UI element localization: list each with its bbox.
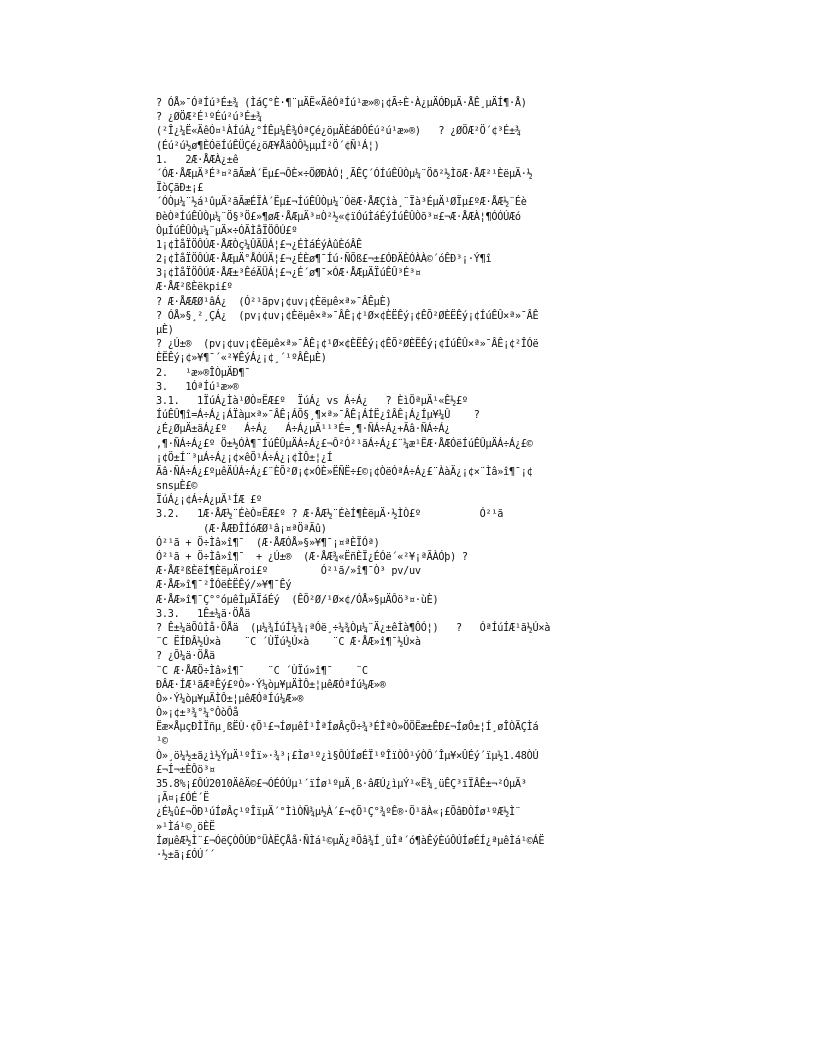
text-line: Æ·ÅÆ»î¶¯²ÎÓëÈËÊý/»¥¶¯Êý [156,580,292,592]
text-line: ÈËÊý¡¢»¥¶¯´«²¥ÊýÁ¿¡¢¸´¹ºÂÊµÈ) [156,353,327,365]
text-line: ·½±ã¡£ÓÚ´´ [156,849,215,861]
text-line: 3.1. 1ÏúÁ¿Ìà¹ØÒ¤ËÆ£º ÏúÁ¿ vs Á÷Á¿ ? ÈìÖªµÄ¹«Ê½£º [156,395,468,407]
text-line: ? ÓÅ»§¸²¸ÇÁ¿ (pv¡¢uv¡¢Èëµê×ª»¯ÂÊ¡¢¹Ø×¢ÈËÊý¡¢ÊÕ²ØÈËÊý¡¢ÍúÊÛ×ª»¯ÂÊ [156,310,539,322]
text-line: ,¶·ÑÁ÷Á¿£º Ö±½ÓÀ¶¯ÍúÊÛµÄÁ÷Á¿£¬Ô²Ó²¹ãÁ÷Á¿£¨¼æ¹ËÆ·ÅÆÓëÍúÊÛµÄÁ÷Á¿£© [156,438,533,450]
text-line: (Æ·ÅÆÐÎÍóÆØ¹â¡¤ªÖªÃû) [156,523,327,535]
text-line: ÍøµêÆ½Ì¨£¬ÓëÇÒÔÚÐ°ÜÀËÇÅå·ÑÌá¹©µÄ¿ªÕâ¾Í¸üÎª´ó¶àÊýÈúÔÚÍøÉÍ¿ªµêÌá¹©ÁË [156,835,545,847]
text-line: 3¡¢ÌåÏÖÔÚÆ·ÅÆ±³ÊéÄÜÁ¦£¬¿É´ø¶¯×ÓÆ·ÅÆµÄÏúÊÛ³É³¤ [156,268,421,280]
text-line: Ó²¹ã + Ö÷Ìâ»î¶¯ (Æ·ÅÆÓÅ»§»¥¶¯¡¤ªÈÏÓª) [156,537,380,549]
text-line: ? Ê±¼äÕûÌå·ÖÅä (µ¼¾ÍúÍ¼¾¡ªÓë¸÷¼¾Òµ¼¨Ä¿±êÌà¶ÔÓ¦) ? ÓªÍúÍÆ¹ã½Ú×à [156,622,551,634]
document-body [156,97,756,863]
text-line: Æ·ÅÆ»î¶¯Ç°°óµêÌµÄÏáÉý (ÊÕ²Ø/¹Ø×¢/ÓÅ»§µÄÔö³¤·ùÈ) [156,594,439,606]
text-line: (Éú²ú½ø¶ÈÓëÍúÊÜÇé¿öÆ¥ÅäÒÔ½µµÍ²Ö´¢Ñ¹Á¦) [156,140,380,152]
text-line: ÍúÊÛ¶î=Á÷Á¿¡ÁÏàµ×ª»¯ÂÊ¡ÁÕ§¸¶×ª»¯ÂÊ¡ÁÍË¿îÂÊ¡Á¿Íµ¥¼Û ? [156,410,480,422]
text-line: snsµÈ£© [156,481,198,493]
text-line: ? ¿Õ¼ä·ÖÅä [156,651,215,663]
text-line: £¬Í¬±ÈÔö³¤ [156,764,215,776]
text-line: (²Î¿¼Ë«ÄêÓ¤¹ÀÍúÀ¿°ÍÊµ¼Ê¾ÓªÇé¿öµÄÈáÐÔÉú²ú¹æ»®) ? ¿ØÖÆ²Ö´¢³É±¾ [156,126,521,138]
text-line: Æ·ÅÆ²ßÈëkpi£º [156,282,233,294]
text-line: 35.8%¡£ÔÚ2010ÄêÄ©£¬ÓÉÓÚµ¹´ïÍø¹ºµÄ¸ß·âÆÚ¿ìµÝ¹«Ë¾¸üÊÇ³ïÏÂÊ±¬²ÓµÄ³ [156,779,527,790]
text-line: 1. 2Æ·ÅÆÀ¿±ê [156,154,239,166]
text-line: Ó²¹ã + Ö÷Ìâ»î¶¯ + ¿Ú±® (Æ·ÅÆ¾«ËñÈÏ¿ÉÓë´«²¥¡ªÃÀÓþ) ? [156,552,468,563]
text-line: 2¡¢ÌåÏÖÔÚÆ·ÅÆµÄ°ÅÓÚÄ¦£¬¿ÉÈø¶¯Íú·ÑÕß£¬±£ÓÐÄÈÓÀÀ©´óÊÐ³¡·Ý¶î [156,254,492,266]
text-line: Ãâ·ÑÁ÷Á¿£ºµêÄÚÁ÷Á¿£¨ÈÕ²Ø¡¢×ÓÈ»ËÑË÷£©¡¢ÒëÓªÁ÷Á¿£¨ÀàÄ¿¡¢×¨Ìâ»î¶¯¡¢ [156,466,533,478]
text-line: ÒµÍúÊÛÒµ¼¨µÄ×÷ÓÃÌåÏÖÔÚ£º [156,225,298,237]
text-line: ´ÓÆ·ÅÆµÄ³É³¤²ãÃæÀ´Ëµ£¬ÔÈ×÷ÖØÐÀÓ¦¸ÃÊÇ´ÓÍúÊÛÒµ¼¨Öð²½ÌõÆ·ÅÆ²¹ÈëµÄ·½ [156,168,533,180]
text-line: ? ÓÅ»¯ÓªÍú³É±¾ (ÌáÇ°È·¶¨µÄË«ÄêÓªÍú¹æ»®¡¢Ã÷È·À¿µÄÓÐµÄ·ÅÊ¸µÄÍ¶·Å) [156,98,527,109]
text-line: Ò»·Ý¼òµ¥µÄÌÔ±¦µêÆÓªÍú¼Æ»® [156,693,304,705]
text-line: µÈ) [156,325,174,336]
text-line: ÐÂÆ·ÍÆ¹ãÆªÊý£ºÒ»·Ý¼òµ¥µÄÌÔ±¦µêÆÓªÍú¼Æ»® [156,679,386,691]
text-line: 3.3. 1Ê±¼ä·ÖÅä [156,608,251,620]
text-line: 3. 1ÓªÍú¹æ»® [156,381,239,393]
text-line: ¡Ã¤¡£ÓÉ´Ë [156,793,209,805]
text-line: ? ¿ØÖÆ²É¹ºÉú²ú³É±¾ [156,112,262,124]
text-line: Ò»¸ö¼½±ã¿ì½ÝµÄ¹ºÎï»·¾³¡£Ìø¹º¿ì§ÔÚÍøÉÏ¹ºÎïÒÔ¹ýÒÔ´Îµ¥×ÛÉý´ïµ½1.48ÒÚ [156,750,539,762]
text-line: ¹© [156,736,168,748]
text-line: ¨C ËÍÐÂ½Ú×à ¨C ´ÙÏú½Ú×à ¨C Æ·ÅÆ»î¶¯½Ú×à [156,637,421,649]
text-line: ¡¢Ö±Í¨³µÁ÷Á¿¡¢×êÕ¹Á÷Á¿¡¢ÌÔ±¦¿Í [156,452,333,464]
text-line: Ëæ×ÅµçÐÌÏñµ¸ßËÙ·¢Õ¹£¬ÍøµêÍ¹ÎªÍøÂçÖ÷¾³ÉÎªÒ»ÖÖËæ±ÊÐ£¬ÍøÔ±¦Í¸øÎÒÃÇÌá [156,722,539,734]
text-line: ÏòÇãÐ±¡£ [156,183,204,195]
text-line: 2. ¹æ»®ÎÒµÄÐ¶¯ [156,367,251,379]
text-line: 3.2. 1Æ·ÅÆ½¨ÉèÒ¤ËÆ£º ? Æ·ÅÆ½¨ÉèÍ¶ÈëµÄ·½ÌÒ£º Ó²¹ã [156,509,504,521]
text-line: 1¡¢ÌåÏÖÔÚÆ·ÅÆÒç¼ÛÄÜÁ¦£¬¿ÉÌáÉýÀûÈóÂÊ [156,239,362,251]
text-line: ? Æ·ÅÆÆØ¹âÁ¿ (Ó²¹ãpv¡¢uv¡¢Èëµê×ª»¯ÂÊµÈ) [156,296,392,308]
text-line: ¿É¿ØµÄ±äÁ¿£º Á÷Á¿ Á÷Á¿µÄ¹¹³É=¸¶·ÑÁ÷Á¿+Ãâ·ÑÁ÷Á¿ [156,424,451,436]
text-line: ÏúÁ¿¡¢Á÷Á¿µÄ¹ÍÆ £º [156,495,262,507]
text-line: Æ·ÅÆ²ßÈëÍ¶ÈëµÄroi£º Ó²¹ã/»î¶¯Ò³ pv/uv [156,566,421,578]
text-line: ? ¿Ú±® (pv¡¢uv¡¢Èëµê×ª»¯ÂÊ¡¢¹Ø×¢ÈËÊý¡¢ÊÕ²ØÈËÊý¡¢ÍúÊÛ×ª»¯ÂÊ¡¢²ÎÓë [156,339,539,351]
text-line: ÐèÒªÍúÊÛÒµ¼¨Ö§³Ö£»¶øÆ·ÅÆµÄ³¤Ò²½«¢ïÓúÌáÉýÍúÊÛÒõ³¤£¬Æ·ÅÆÀ¦¶ÓÓÚÆó [156,211,521,223]
text-line: ¿É¼û£¬ÖÐ¹úÍøÂç¹ºÎïµÄ´°ÌìÒÑ¾µ½À´£¬¢Õ¹Ç°¾ºÊ®·Ö¹ãÀ«¡£ÕâÐÒÍø¹ºÆ½Ì¨ [156,807,521,819]
text-line: ´ÓÒµ¼¨½á¹ûµÄ²ãÃæÉÏÀ´Ëµ£¬ÍúÊÛÒµ¼¨ÓëÆ·ÅÆÇîà¸¨Ïà³ÉµÄ¹ØÏµ£ºÆ·ÅÆ½¨Éè [156,197,527,209]
text-line: »¹Ìá¹©¸öÈË [156,821,215,833]
text-line: ¨C Æ·ÅÆÖ÷Ìâ»î¶¯ ¨C ´ÙÏú»î¶¯ ¨C [156,665,368,677]
text-line: Ò»¡¢±³¾°¼°ÔòÔå [156,708,239,720]
